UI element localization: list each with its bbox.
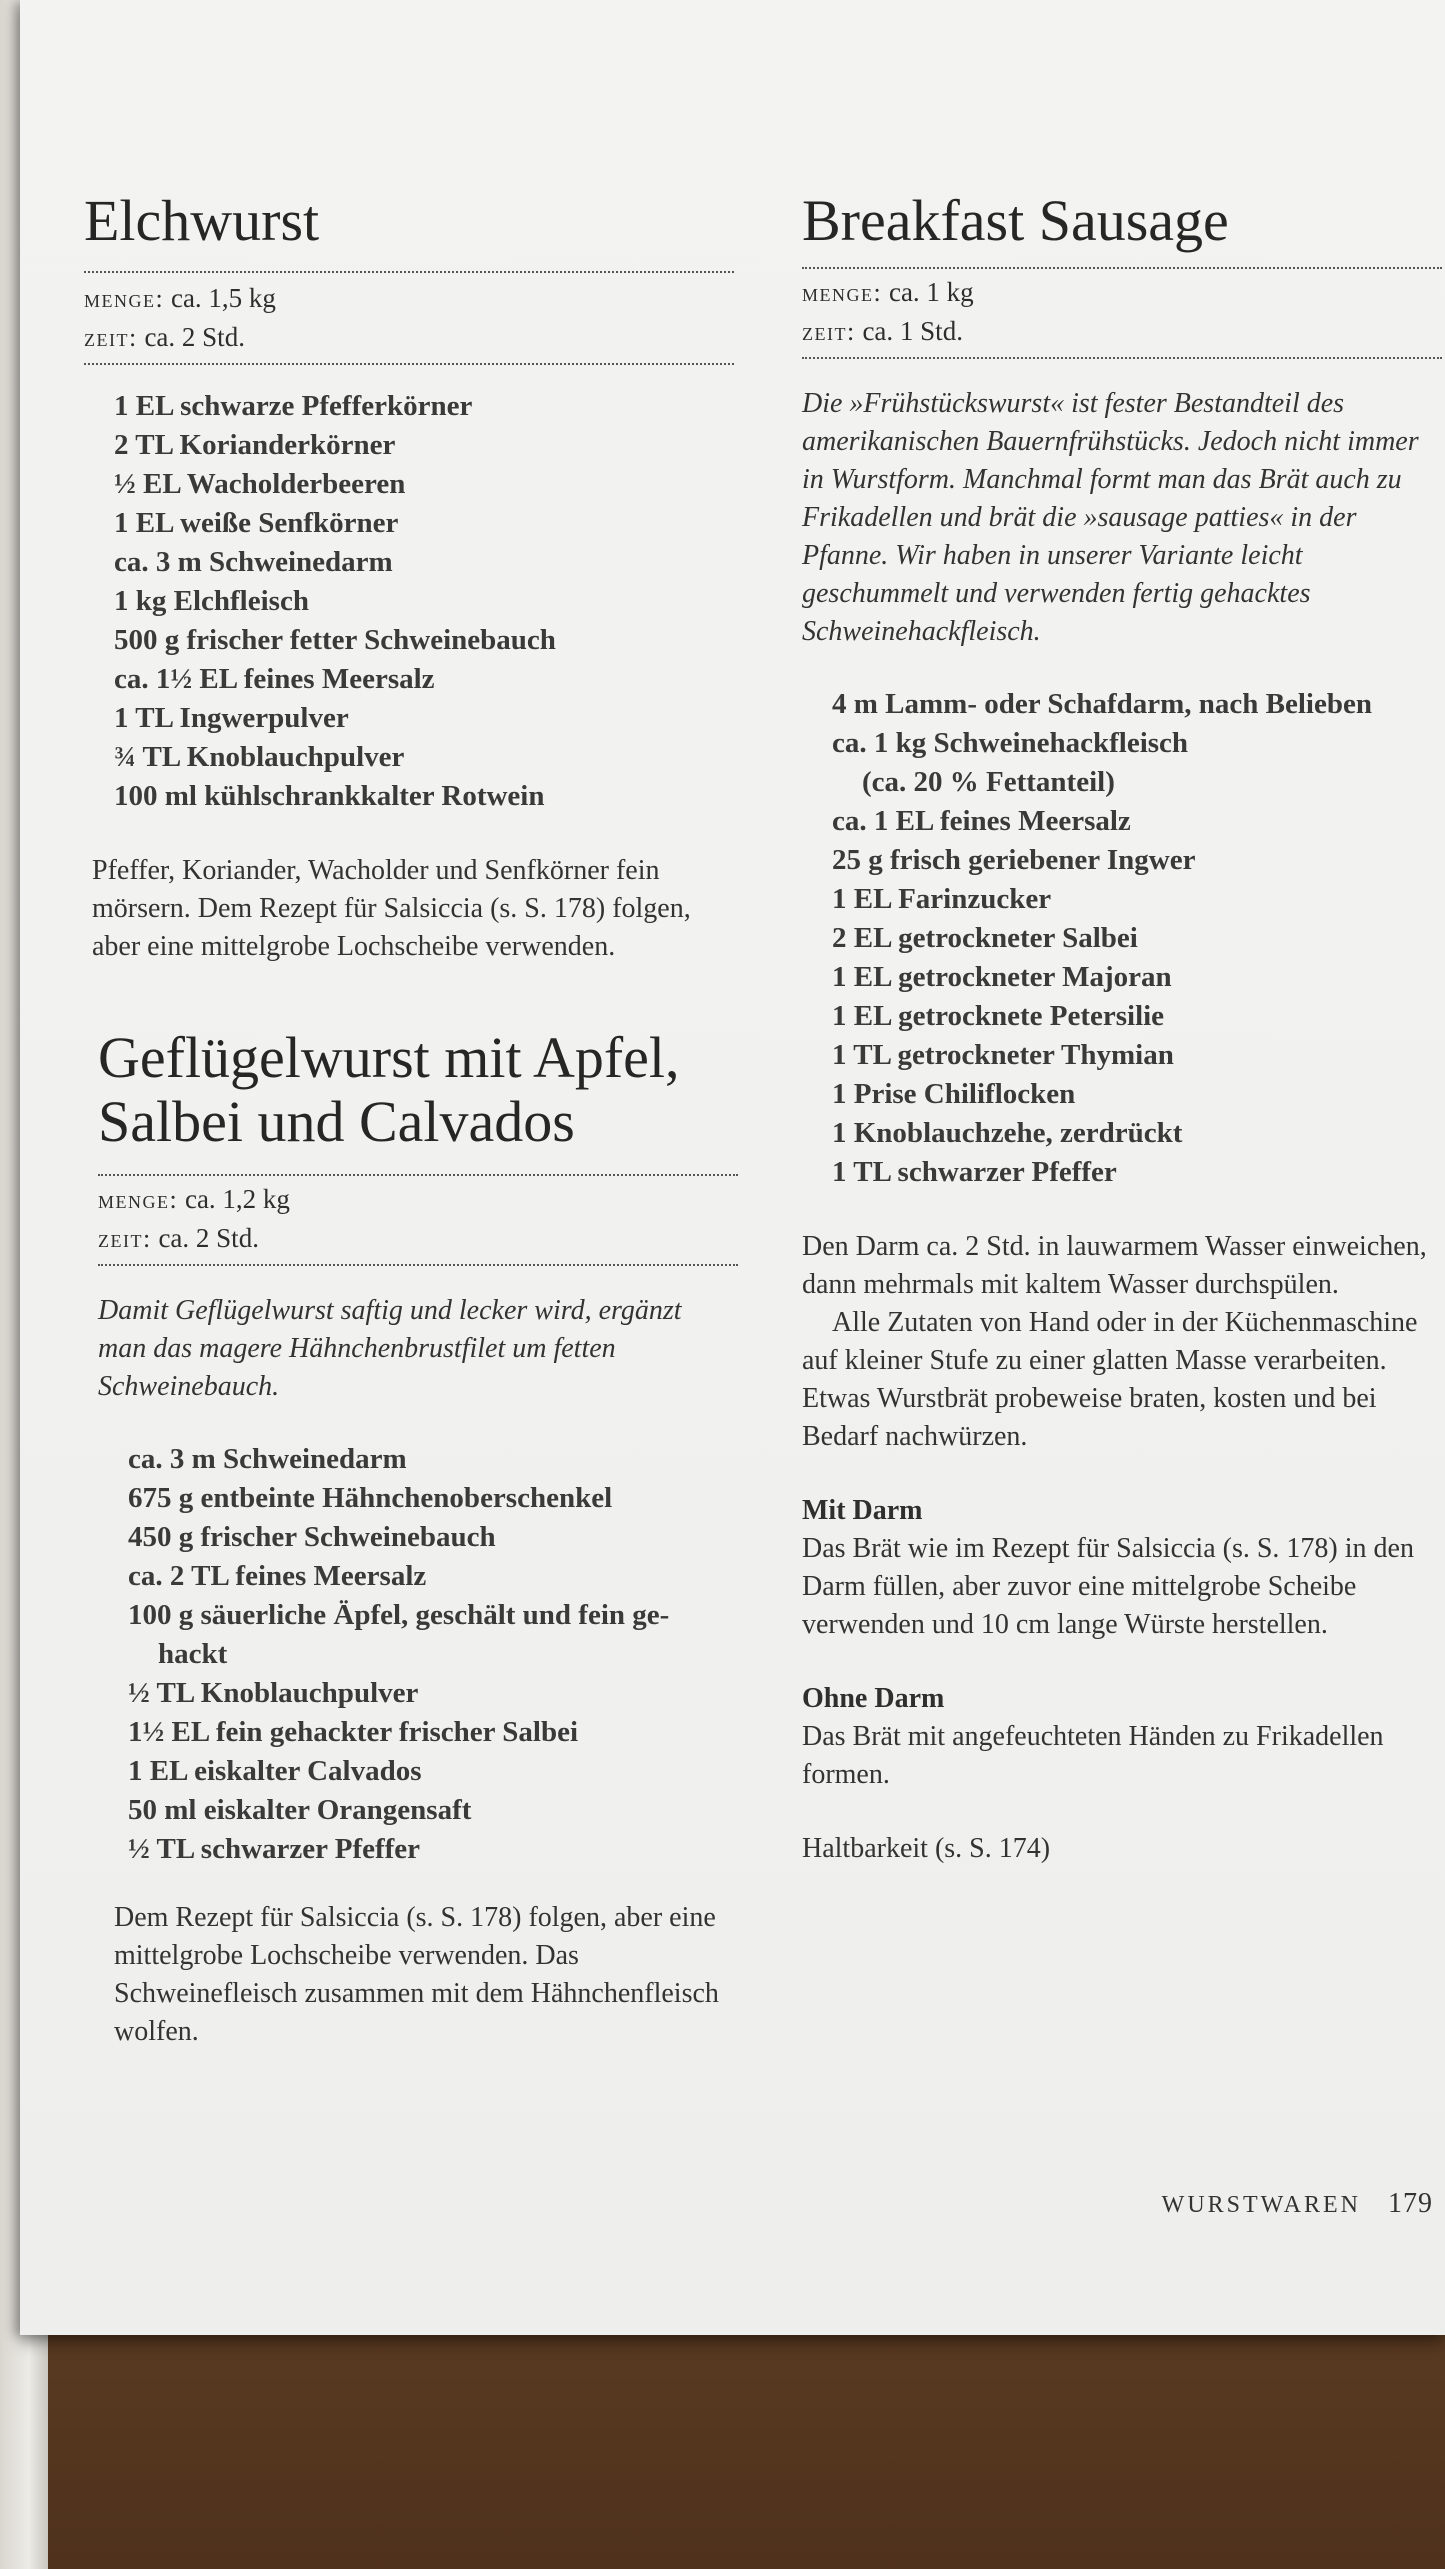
ingredient-item: 1 EL schwarze Pfefferkörner bbox=[114, 390, 473, 422]
ingredient-item: 1 TL Ingwerpulver bbox=[114, 702, 349, 734]
ingredient-item: 1 Prise Chiliflocken bbox=[832, 1078, 1076, 1110]
menge-value: ca. 1,5 kg bbox=[170, 283, 276, 313]
ohne-darm-text: Das Brät mit angefeuchteten Händen zu Frikadellen formen. bbox=[802, 1721, 1384, 1790]
zeit-value: ca. 2 Std. bbox=[158, 1223, 259, 1253]
instructions-paragraph-1: Den Darm ca. 2 Std. in lauwarmem Wasser einweichen, dann mehrmals mit kaltem Wasser durchspülen. bbox=[802, 1231, 1427, 1300]
ingredient-item: 1 TL schwarzer Pfeffer bbox=[832, 1156, 1117, 1188]
recipe-meta bbox=[802, 273, 1442, 351]
recipe-gefluegelwurst bbox=[84, 1026, 754, 2051]
zeit-value: ca. 1 Std. bbox=[862, 316, 963, 346]
ingredient-item: 2 TL Korianderkörner bbox=[114, 429, 396, 461]
recipe-intro: Die »Frühstückswurst« ist fester Bestandteil des amerikanischen Bauernfrühstücks. Jedoch nicht immer in Wurstform. Manchmal formt man das Brät auch zu Frikadellen und brät die »sausage patties« in der Pfanne. Wir haben in unserer Variante leicht geschummelt und verwenden fertig gehacktes Schweinehackfleisch. bbox=[802, 388, 1419, 647]
ingredient-list bbox=[114, 387, 754, 816]
ingredient-item: ca. 1 kg Schweinehackfleisch bbox=[832, 727, 1189, 759]
menge-value: ca. 1,2 kg bbox=[184, 1184, 290, 1214]
page-number: 179 bbox=[1388, 2188, 1433, 2219]
ingredient-item: 1 EL eiskalter Calvados bbox=[128, 1755, 422, 1787]
menge-line bbox=[84, 279, 754, 318]
recipe-title bbox=[98, 1026, 754, 1154]
haltbarkeit-reference: Haltbarkeit (s. S. 174) bbox=[802, 1833, 1051, 1864]
page-footer bbox=[1162, 2188, 1433, 2220]
recipe-instructions: Dem Rezept für Salsiccia (s. S. 178) folgen, aber eine mittelgrobe Lochscheibe verwenden. Das Schweinefleisch zusammen mit dem Hähnchenfleisch wolfen. bbox=[114, 1902, 719, 2047]
zeit-line bbox=[98, 1219, 754, 1258]
book-page bbox=[20, 0, 1445, 2335]
ingredient-item: ca. 2 TL feines Meersalz bbox=[128, 1560, 427, 1592]
zeit-line bbox=[802, 312, 1442, 351]
title-line-1: Geflügelwurst mit Apfel, bbox=[98, 1025, 680, 1090]
zeit-label: zeit: bbox=[84, 323, 138, 352]
ingredient-item: ca. 3 m Schweinedarm bbox=[128, 1443, 407, 1475]
dotted-rule bbox=[802, 357, 1442, 359]
ingredient-item: 675 g entbeinte Hähnchenoberschenkel bbox=[128, 1482, 613, 1514]
menge-label: menge: bbox=[98, 1185, 179, 1214]
ingredient-item: 1 EL Farinzucker bbox=[832, 883, 1052, 915]
instructions-paragraph-2: Alle Zutaten von Hand oder in der Küchenmaschine auf kleiner Stufe zu einer glatten Masse verarbeiten. Etwas Wurstbrät probeweise braten, kosten und bei Bedarf nachwürzen. bbox=[802, 1307, 1418, 1452]
zeit-value: ca. 2 Std. bbox=[144, 322, 245, 352]
menge-line bbox=[802, 273, 1442, 312]
zeit-label: zeit: bbox=[98, 1224, 152, 1253]
recipe-title: Elchwurst bbox=[84, 188, 320, 253]
running-section-title: WURSTWAREN bbox=[1161, 2192, 1361, 2218]
zeit-label: zeit: bbox=[802, 317, 856, 346]
ingredient-item: 1 EL weiße Senfkörner bbox=[114, 507, 399, 539]
ingredient-item: 25 g frisch geriebener Ingwer bbox=[832, 844, 1196, 876]
right-column bbox=[802, 185, 1442, 1868]
recipe-meta bbox=[98, 1180, 754, 1258]
title-line-2: Salbei und Calvados bbox=[98, 1089, 575, 1154]
ingredient-item: ca. 1½ EL feines Meersalz bbox=[114, 663, 435, 695]
ingredient-item: 50 ml eiskalter Orangensaft bbox=[128, 1794, 472, 1826]
zeit-line bbox=[84, 318, 754, 357]
ingredient-item: ca. 1 EL feines Meersalz bbox=[832, 805, 1131, 837]
dotted-rule bbox=[84, 271, 734, 273]
ingredient-item-continued: hackt bbox=[158, 1638, 228, 1670]
ingredient-item: 1 Knoblauchzehe, zerdrückt bbox=[832, 1117, 1183, 1149]
mit-darm-text: Das Brät wie im Rezept für Salsiccia (s. S. 178) in den Darm füllen, aber zuvor eine mittelgrobe Scheibe verwenden und 10 cm lange Würste herstellen. bbox=[802, 1533, 1414, 1640]
ohne-darm-heading: Ohne Darm bbox=[802, 1683, 945, 1714]
dotted-rule bbox=[84, 363, 734, 365]
ingredient-item: ½ TL schwarzer Pfeffer bbox=[128, 1833, 421, 1865]
menge-label: menge: bbox=[802, 278, 883, 307]
ingredient-item: 100 ml kühlschrankkalter Rotwein bbox=[114, 780, 545, 812]
ingredient-item-continued: (ca. 20 % Fettanteil) bbox=[862, 766, 1115, 798]
menge-label: menge: bbox=[84, 284, 165, 313]
ingredient-list bbox=[832, 685, 1442, 1192]
ingredient-item: 4 m Lamm- oder Schafdarm, nach Belieben bbox=[832, 688, 1372, 720]
ingredient-item: 100 g säuerliche Äpfel, geschält und fein ge- bbox=[128, 1599, 670, 1631]
recipe-breakfast-sausage bbox=[802, 185, 1442, 1868]
ingredient-item: 450 g frischer Schweinebauch bbox=[128, 1521, 496, 1553]
recipe-meta bbox=[84, 279, 754, 357]
dotted-rule bbox=[98, 1264, 738, 1266]
dotted-rule bbox=[802, 267, 1442, 269]
left-column bbox=[84, 185, 754, 2051]
ingredient-item: 1 EL getrockneter Majoran bbox=[832, 961, 1172, 993]
dotted-rule bbox=[98, 1174, 738, 1176]
recipe-instructions: Pfeffer, Koriander, Wacholder und Senfkörner fein mörsern. Dem Rezept für Salsiccia (s. S. 178) folgen, aber eine mittelgrobe Lochscheibe verwenden. bbox=[92, 855, 691, 962]
ingredient-item: 1 TL getrockneter Thymian bbox=[832, 1039, 1174, 1071]
ingredient-item: ½ TL Knoblauchpulver bbox=[128, 1677, 419, 1709]
ingredient-item: 1 EL getrocknete Petersilie bbox=[832, 1000, 1165, 1032]
mit-darm-heading: Mit Darm bbox=[802, 1495, 923, 1526]
ingredient-item: ¾ TL Knoblauchpulver bbox=[114, 741, 405, 773]
ingredient-item: 500 g frischer fetter Schweinebauch bbox=[114, 624, 556, 656]
menge-value: ca. 1 kg bbox=[888, 277, 974, 307]
ingredient-item: ½ EL Wacholderbeeren bbox=[114, 468, 406, 500]
ingredient-item: ca. 3 m Schweinedarm bbox=[114, 546, 393, 578]
ingredient-item: 2 EL getrockneter Salbei bbox=[832, 922, 1138, 954]
ingredient-list bbox=[128, 1440, 754, 1869]
ingredient-item: 1 kg Elchfleisch bbox=[114, 585, 309, 617]
recipe-title: Breakfast Sausage bbox=[802, 188, 1229, 253]
ingredient-item: 1½ EL fein gehackter frischer Salbei bbox=[128, 1716, 579, 1748]
recipe-intro: Damit Geflügelwurst saftig und lecker wird, ergänzt man das magere Hähnchenbrustfilet um fetten Schweinebauch. bbox=[98, 1295, 682, 1402]
menge-line bbox=[98, 1180, 754, 1219]
recipe-elchwurst bbox=[84, 185, 754, 966]
